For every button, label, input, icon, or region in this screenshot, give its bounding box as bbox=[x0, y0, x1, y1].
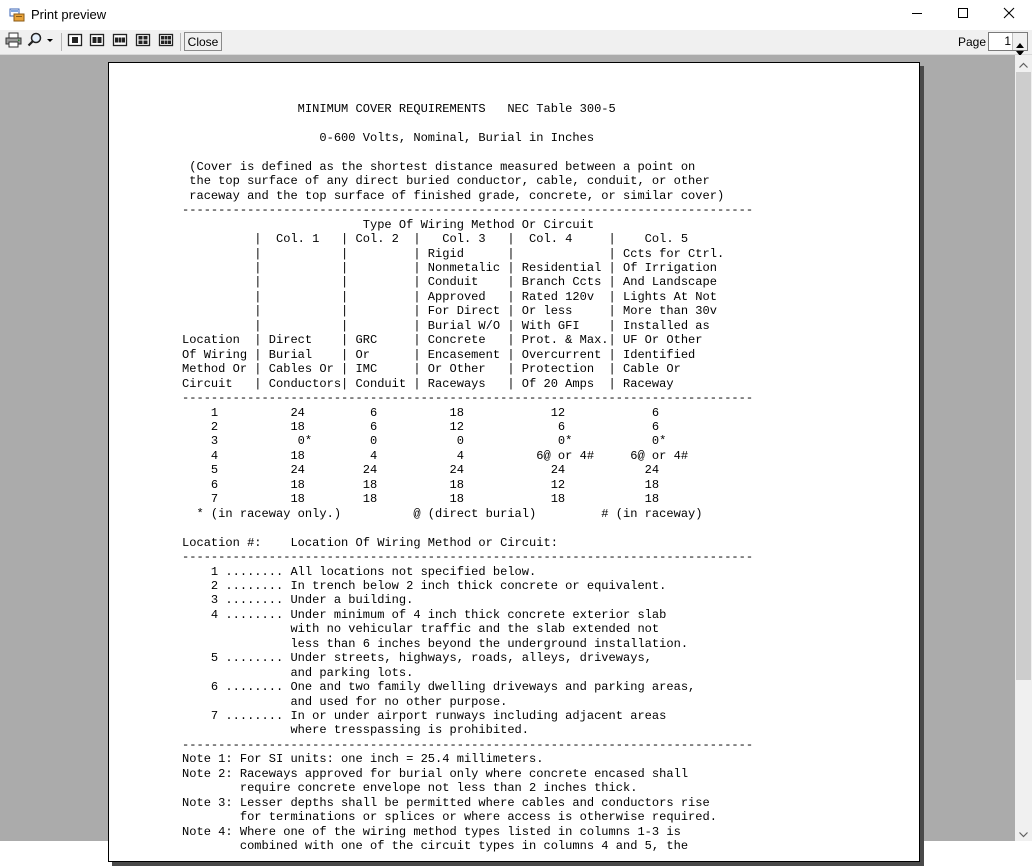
document-line: Of Wiring | Burial | Or | Encasement | Overcurrent | Identified bbox=[182, 347, 696, 362]
title-bar bbox=[0, 0, 1032, 30]
three-pages-button[interactable] bbox=[111, 32, 129, 52]
six-pages-button[interactable] bbox=[157, 32, 175, 52]
document-line bbox=[182, 145, 753, 159]
document-line: | | | For Direct | Or less | More than 30v bbox=[182, 304, 717, 319]
document-line: 5 24 24 24 24 24 bbox=[182, 463, 660, 478]
document-line: 0-600 Volts, Nominal, Burial in Inches bbox=[182, 130, 595, 145]
preview-area[interactable] bbox=[0, 55, 1015, 854]
close-icon bbox=[1003, 6, 1015, 24]
document-line: | | | Conduit | Branch Ccts | And Landscape bbox=[182, 275, 717, 290]
scrollbar-thumb[interactable] bbox=[1016, 72, 1031, 680]
document-line: with no vehicular traffic and the slab extended not bbox=[182, 622, 660, 637]
document-line: combined with one of the circuit types in columns 4 and 5, the bbox=[182, 839, 689, 854]
document-line: * (in raceway only.) @ (direct burial) # (in raceway) bbox=[182, 506, 703, 521]
document-line: Note 1: For SI units: one inch = 25.4 millimeters. bbox=[182, 752, 544, 767]
document-line: 1 24 6 18 12 6 bbox=[182, 405, 660, 420]
document-line: Method Or | Cables Or | IMC | Or Other | Protection | Cable Or bbox=[182, 362, 681, 377]
maximize-button[interactable] bbox=[940, 0, 986, 30]
page-stepper-arrows[interactable] bbox=[1012, 33, 1027, 50]
document-line: | | | Nonmetalic | Residential | Of Irrigation bbox=[182, 260, 717, 275]
document-line: 6 18 18 18 12 18 bbox=[182, 477, 660, 492]
page-number-value: 1 bbox=[1004, 34, 1011, 48]
zoom-button[interactable] bbox=[25, 32, 57, 52]
document-line: Note 3: Lesser depths shall be permitted where cables and conductors rise bbox=[182, 795, 710, 810]
document-line: | | | Approved | Rated 120v | Lights At Not bbox=[182, 289, 717, 304]
three-pages-icon bbox=[112, 33, 128, 52]
scroll-up-button[interactable] bbox=[1015, 55, 1032, 72]
six-pages-icon bbox=[158, 33, 174, 52]
maximize-icon bbox=[957, 6, 969, 24]
printer-icon bbox=[5, 32, 22, 53]
document-line: Circuit | Conductors| Conduit | Raceways | Of 20 Amps | Raceway bbox=[182, 376, 674, 391]
document-line: | | | Rigid | | Ccts for Ctrl. bbox=[182, 246, 725, 261]
print-preview-app-icon bbox=[9, 8, 25, 22]
document-line: Note 4: Where one of the wiring method types listed in columns 1-3 is bbox=[182, 824, 681, 839]
scroll-down-button[interactable] bbox=[1015, 824, 1032, 841]
window-title: Print preview bbox=[31, 7, 107, 22]
document-text bbox=[182, 102, 753, 854]
document-line: 2 18 6 12 6 6 bbox=[182, 419, 660, 434]
document-line: raceway and the top surface of finished grade, concrete, or similar cover) bbox=[182, 188, 725, 203]
document-line: 2 ........ In trench below 2 inch thick concrete or equivalent. bbox=[182, 578, 667, 593]
minimize-icon bbox=[911, 6, 923, 24]
document-line: 1 ........ All locations not specified below. bbox=[182, 564, 537, 579]
four-pages-button[interactable] bbox=[134, 32, 152, 52]
document-line: the top surface of any direct buried conductor, cable, conduit, or other bbox=[182, 174, 710, 189]
minimize-button[interactable] bbox=[894, 0, 940, 30]
magnifier-icon bbox=[26, 32, 56, 53]
four-pages-icon bbox=[135, 33, 151, 52]
toolbar-separator bbox=[61, 33, 62, 51]
preview-toolbar bbox=[0, 30, 1032, 55]
document-line: 7 ........ In or under airport runways including adjacent areas bbox=[182, 709, 667, 724]
document-line: ------------------------------------------------------------------------------- bbox=[182, 391, 754, 406]
page-number-stepper[interactable] bbox=[988, 32, 1028, 51]
document-line: 3 ........ Under a building. bbox=[182, 593, 414, 608]
chevron-up-icon bbox=[1019, 55, 1028, 73]
toolbar-separator bbox=[180, 33, 181, 51]
document-line: (Cover is defined as the shortest distance measured between a point on bbox=[182, 159, 696, 174]
window-close-button[interactable] bbox=[986, 0, 1032, 30]
document-line: 6 ........ One and two family dwelling driveways and parking areas, bbox=[182, 680, 696, 695]
document-line: MINIMUM COVER REQUIREMENTS NEC Table 300-5 bbox=[182, 102, 616, 116]
document-line: require concrete envelope not less than 2 inches thick. bbox=[182, 781, 638, 796]
preview-page bbox=[108, 62, 920, 862]
two-pages-icon bbox=[89, 33, 105, 52]
document-line: less than 6 inches beyond the underground installation. bbox=[182, 636, 689, 651]
document-line: 5 ........ Under streets, highways, roads, alleys, driveways, bbox=[182, 651, 652, 666]
document-line: and parking lots. bbox=[182, 665, 414, 680]
document-line: ------------------------------------------------------------------------------- bbox=[182, 737, 754, 752]
one-page-button[interactable] bbox=[66, 32, 84, 52]
chevron-down-icon bbox=[1019, 824, 1028, 842]
document-line: ------------------------------------------------------------------------------- bbox=[182, 203, 754, 218]
close-preview-button[interactable]: Close bbox=[184, 32, 222, 51]
document-line: Location #: Location Of Wiring Method or Circuit: bbox=[182, 535, 558, 550]
document-line: 4 ........ Under minimum of 4 inch thick concrete exterior slab bbox=[182, 607, 667, 622]
document-line: where tresspassing is prohibited. bbox=[182, 723, 530, 738]
vertical-scrollbar[interactable] bbox=[1015, 55, 1032, 841]
document-line: Type Of Wiring Method Or Circuit bbox=[182, 217, 595, 232]
document-line: | Col. 1 | Col. 2 | Col. 3 | Col. 4 | Col. 5 bbox=[182, 232, 689, 247]
document-line: Note 2: Raceways approved for burial only where concrete encased shall bbox=[182, 766, 689, 781]
document-line bbox=[182, 521, 753, 535]
document-line: 3 0* 0 0 0* 0* bbox=[182, 434, 667, 449]
document-line: ------------------------------------------------------------------------------- bbox=[182, 550, 754, 565]
document-line: for terminations or splices or where access is otherwise required. bbox=[182, 810, 717, 825]
document-line: | | | Burial W/O | With GFI | Installed as bbox=[182, 318, 710, 333]
document-line: 4 18 4 4 6@ or 4# 6@ or 4# bbox=[182, 448, 689, 463]
document-line: Location | Direct | GRC | Concrete | Prot. & Max.| UF Or Other bbox=[182, 333, 703, 348]
two-pages-button[interactable] bbox=[88, 32, 106, 52]
print-button[interactable] bbox=[4, 32, 22, 52]
one-page-icon bbox=[67, 33, 83, 52]
document-line: and used for no other purpose. bbox=[182, 694, 508, 709]
page-label: Page bbox=[958, 35, 987, 49]
document-line bbox=[182, 116, 753, 130]
document-line: 7 18 18 18 18 18 bbox=[182, 492, 660, 507]
